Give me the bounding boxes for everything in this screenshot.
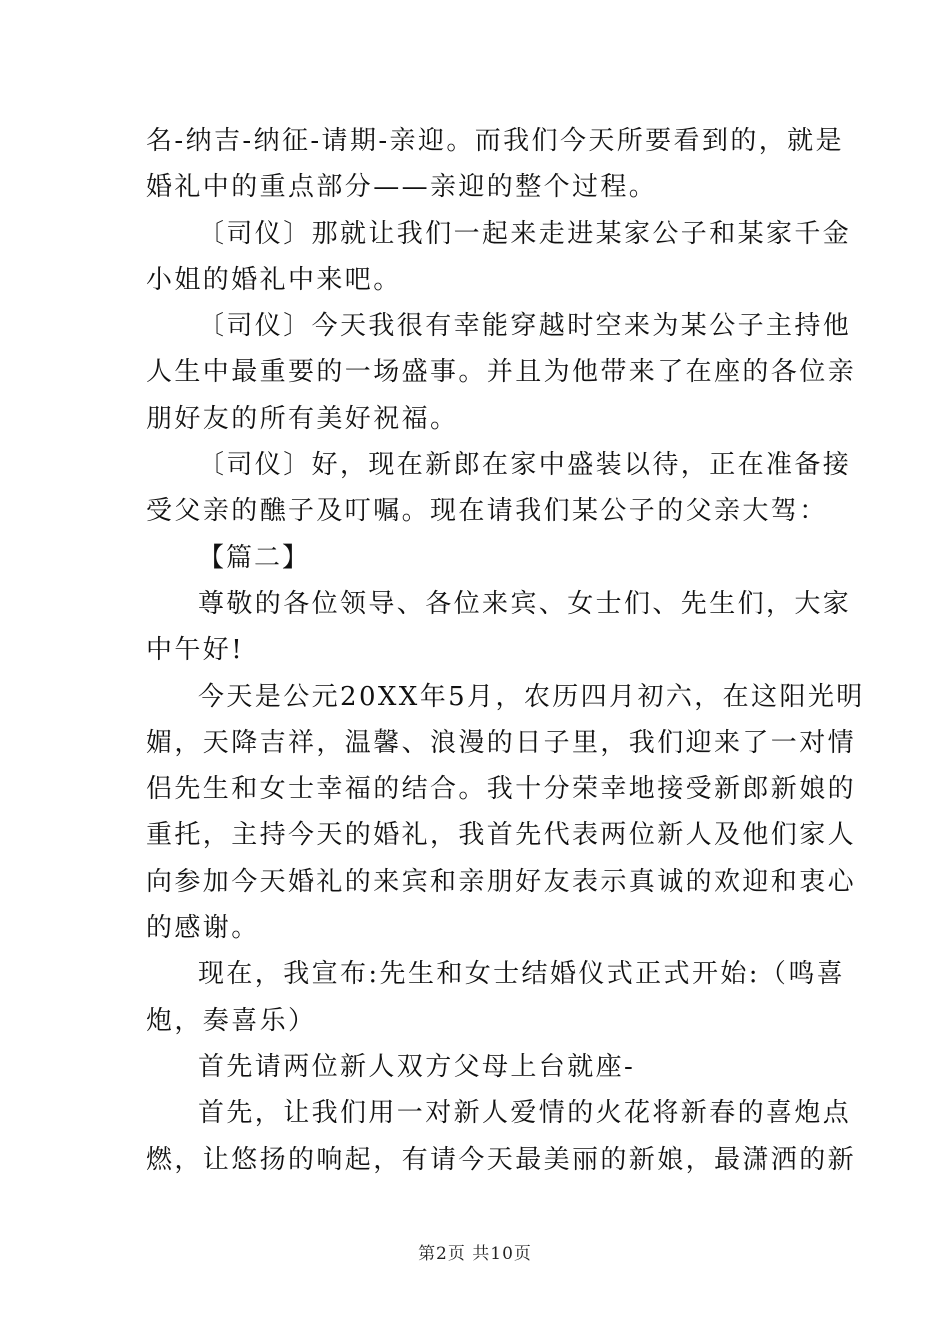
text-line: 名-纳吉-纳征-请期-亲迎。而我们今天所要看到的，就是 [146,126,844,156]
text-line: 〔司仪〕今天我很有幸能穿越时空来为某公子主持他 [198,311,852,342]
text-line: 首先，让我们用一对新人爱情的火花将新春的喜炮点 [198,1098,852,1129]
text-line: 人生中最重要的一场盛事。并且为他带来了在座的各位亲 [146,357,857,388]
text-line: 炮，奏喜乐） [146,1005,317,1036]
text-line: 现在，我宣布:先生和女士结婚仪式正式开始:（鸣喜 [198,959,846,990]
text-line: 媚，天降吉祥，温馨、浪漫的日子里，我们迎来了一对情 [146,727,857,758]
text-line: 燃，让悠扬的响起，有请今天最美丽的新娘，最潇洒的新 [146,1144,857,1175]
text-line: 向参加今天婚礼的来宾和亲朋好友表示真诚的欢迎和衷心 [146,866,857,897]
text-line: 中午好! [146,635,245,666]
text-line: 重托，主持今天的婚礼，我首先代表两位新人及他们家人 [146,820,857,851]
text-line: 侣先生和女士幸福的结合。我十分荣幸地接受新郎新娘的 [146,774,857,805]
text-line: 首先请两位新人双方父母上台就座- [198,1051,636,1082]
text-line: 朋好友的所有美好祝福。 [146,403,459,434]
section-heading: 【篇二】 [198,542,311,573]
document-body [146,118,865,1183]
text-line: 〔司仪〕好，现在新郎在家中盛装以待，正在准备接 [198,450,852,481]
page-number-footer: 第2页 共10页 [418,1244,532,1264]
text-line: 今天是公元20XX年5月，农历四月初六，在这阳光明 [198,681,865,712]
text-line: 小姐的婚礼中来吧。 [146,264,402,295]
text-line: 尊敬的各位领导、各位来宾、女士们、先生们，大家 [198,588,852,619]
text-line: 婚礼中的重点部分——亲迎的整个过程。 [146,172,658,203]
text-line: 的感谢。 [146,913,260,944]
text-line: 〔司仪〕那就让我们一起来走进某家公子和某家千金 [198,218,852,249]
text-line: 受父亲的醮子及叮嘱。现在请我们某公子的父亲大驾： [146,496,828,527]
